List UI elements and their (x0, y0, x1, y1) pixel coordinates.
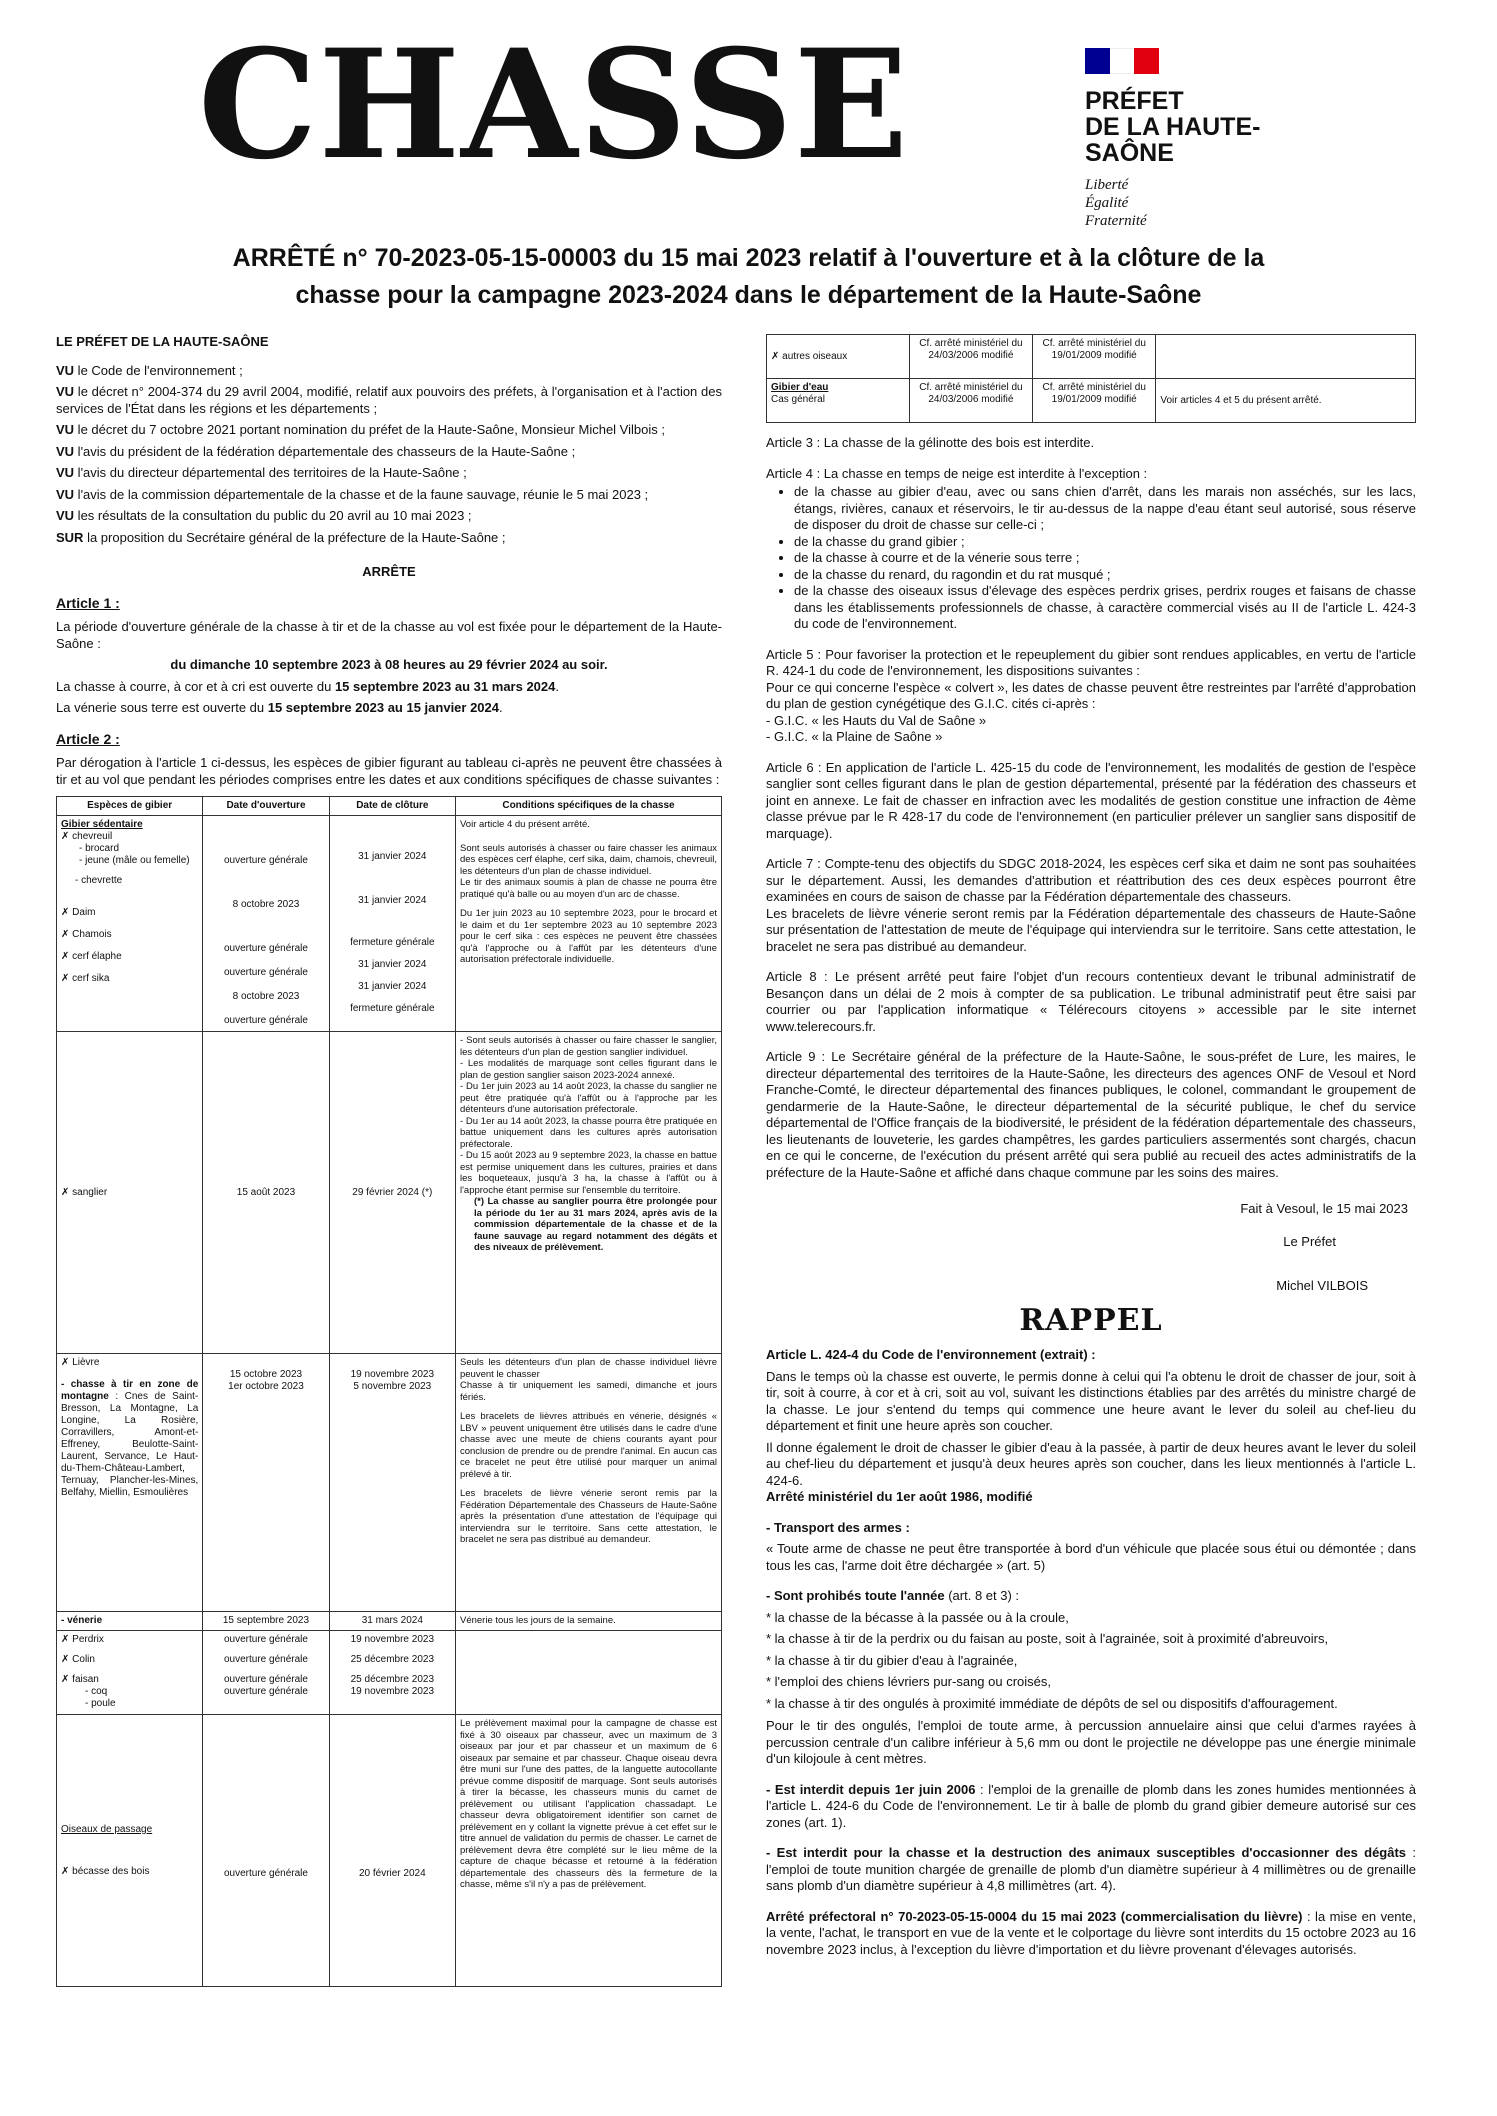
article-2-title: Article 2 : (56, 730, 120, 747)
signature-place-date: Fait à Vesoul, le 15 mai 2023 (1240, 1201, 1408, 1216)
species-cell: ✗ autres oiseaux (767, 335, 910, 379)
arrete-title: ARRÊTÉ n° 70-2023-05-15-00003 du 15 mai 2023 relatif à l'ouverture et à la clôture de la chasse pour la campagne 2023-2024 dans le département de la Haute-Saône (232, 244, 1265, 309)
open-date-cell: Cf. arrêté ministériel du 24/03/2006 modifié (909, 379, 1032, 423)
article-5: Article 5 : Pour favoriser la protection et le repeuplement du gibier sont rendues applicables, en vertu de l'article R. 424-1 du code de l'environnement, les dispositions suivantes : Pour ce qui concerne l'espèce « colvert », les dates de chasse peuvent être restreintes par l'arrêté d'approbation du plan de gestion cynégétique des G.I.C. cités ci-après : - G.I.C. « les Hauts du Val de Saône » - G.I.C. « la Plaine de Saône » (766, 646, 1416, 744)
article-9: Article 9 : Le Secrétaire général de la préfecture de la Haute-Saône, le sous-préfet de Lure, les maires, le directeur départemental des territoires de la Haute-Saône, les directeurs des agences ONF de Vesoul et Nord Franche-Comté, le directeur départemental des finances publiques, le colonel, commandant le groupement de gendarmerie de la Haute-Saône, le directeur départemental de la sécurité publique, le chef du service départemental de l'Office français de la biodiversité, le président de la fédération départementale des chasseurs, les lieutenants de louveterie, les gardes champêtres, les gardes particuliers assermentés sont chargés, chacun en ce qui le concerne, de l'exécution du présent arrêté qui sera publié au recueil des actes administratifs de la préfecture de la Haute-Saône et affiché dans chaque commune par les soins des maires. (766, 1049, 1416, 1180)
rappel-arrete-ministeriel: Arrêté ministériel du 1er août 1986, modifié (766, 1489, 1033, 1504)
article-1-title: Article 1 : (56, 594, 120, 611)
close-date-cell: 20 février 2024 (329, 1715, 455, 1987)
table-row (767, 335, 1416, 379)
conditions-cell: Voir articles 4 et 5 du présent arrêté. (1156, 379, 1416, 423)
table-row (57, 1032, 722, 1354)
rappel-text: Il donne également le droit de chasser le gibier d'eau à la passée, à partir de deux heures avant le lever du soleil au chef-lieu du département et jusqu'à deux heures après son coucher, dans les lieux mentionnés à l'article L. 424-6. (766, 1439, 1416, 1488)
close-date-cell: 29 février 2024 (*) (329, 1032, 455, 1354)
prefet-logo (1085, 48, 1285, 230)
list-item: * la chasse à tir du gibier d'eau à l'agrainée, (766, 1652, 1018, 1668)
table-row (767, 379, 1416, 423)
signature-role: Le Préfet (1283, 1233, 1336, 1249)
article-1-venerie: La vénerie sous terre est ouverte du 15 septembre 2023 au 15 janvier 2024. (56, 700, 503, 715)
visa: VU le décret du 7 octobre 2021 portant nomination du préfet de la Haute-Saône, Monsieur Michel Vilbois ; (56, 422, 665, 437)
left-column (56, 334, 722, 1987)
transport-title: - Transport des armes : (766, 1519, 910, 1535)
visa: VU l'avis du président de la fédération départementale des chasseurs de la Haute-Saône ; (56, 443, 576, 459)
table-row (57, 1631, 722, 1715)
list-item: * la chasse de la bécasse à la passée ou à la croule, (766, 1609, 1069, 1625)
prohibited-title: - Sont prohibés toute l'année (art. 8 et 3) : (766, 1588, 1020, 1603)
species-table (56, 796, 722, 1987)
republic-motto: Liberté Égalité Fraternité (1085, 177, 1147, 229)
conditions-cell: Voir article 4 du présent arrêté. Sont seuls autorisés à chasser ou faire chasser les animaux des espèces cerf élaphe, cerf sika, daim, chamois, chevreuil, les détenteurs d'un plan de chasse individuel. Le tir des animaux soumis à plan de chasse ne pourra être pratiqué qu'à balle ou au moyen d'un arc de chasse. Du 1er juin 2023 au 10 septembre 2023, pour le brocard et le daim et du 1er septembre 2023 au 10 septembre 2023 pour le cerf sika : ces espèces ne peuvent être chassées qu'à l'approche ou à l'affût par les détenteurs d'une autorisation préfectorale individuelle. (455, 816, 721, 1032)
table-row (57, 816, 722, 1032)
list-item: • de la chasse au gibier d'eau, avec ou sans chien d'arrêt, dans les marais non asséchés, sur les lacs, étangs, rivières, canaux et réservoirs, le tir au-dessus de la nappe d'eau étant seul autorisé, sous réserve de disposer du droit de chasse sur celle-ci ; (794, 484, 1416, 534)
visa: VU l'avis du directeur départemental des territoires de la Haute-Saône ; (56, 465, 467, 480)
prefet-heading: LE PRÉFET DE LA HAUTE-SAÔNE (56, 334, 269, 349)
signature-name: Michel VILBOIS (1276, 1278, 1368, 1293)
visa: VU le décret n° 2004-374 du 29 avril 2004, modifié, relatif aux pouvoirs des préfets, à l'organisation et à l'action des services de l'État dans les régions et les départements ; (56, 384, 722, 416)
visa: VU les résultats de la consultation du public du 20 avril au 10 mai 2023 ; (56, 508, 472, 523)
table-header-row (57, 797, 722, 816)
rappel-text: Dans le temps où la chasse est ouverte, le permis donne à celui qui l'a obtenu le droit de chasser de jour, soit à tir, soit à courre, à cor et à cri, soit au vol, suivant les distinctions établies par des arrêtés du ministre chargé de la chasse. Le jour s'entend du temps qui commence une heure avant le lever du soleil au chef-lieu du département et finit une heure après son coucher. (766, 1368, 1416, 1433)
article-8: Article 8 : Le présent arrêté peut faire l'objet d'un recours contentieux devant le tribunal administratif de Besançon dans un délai de 2 mois à compter de sa publication. Le tribunal administratif peut être saisi par courrier ou par l'application informatique « Télérecours citoyens » accessible par le site internet www.telerecours.fr. (766, 969, 1416, 1034)
column-header: Date de clôture (329, 797, 455, 816)
open-date-cell: 15 août 2023 (203, 1032, 329, 1354)
list-item: • de la chasse du grand gibier ; (794, 534, 1416, 551)
article-4-intro: Article 4 : La chasse en temps de neige est interdite à l'exception : (766, 465, 1148, 481)
rappel-article-title: Article L. 424-4 du Code de l'environnement (extrait) : (766, 1347, 1096, 1362)
open-date-cell: ouverture générale ouverture générale ouverture générale ouverture générale (203, 1631, 329, 1715)
page-title: CHASSE (198, 17, 910, 193)
article-4-list (766, 484, 1416, 633)
species-cell: - vénerie (57, 1612, 203, 1631)
prohibited-list (766, 1610, 1416, 1713)
close-date-cell: Cf. arrêté ministériel du 19/01/2009 modifié (1033, 335, 1156, 379)
list-item: • de la chasse des oiseaux issus d'élevage des espèces perdrix grises, perdrix rouges et faisans de chasse dans les établissements professionnels de chasse, à caractère commercial visés au II de l'article L. 424-3 du code de l'environnement. (794, 583, 1416, 633)
article-6: Article 6 : En application de l'article L. 425-15 du code de l'environnement, les modalités de gestion de l'espèce sanglier sont celles figurant dans le plan de gestion départemental, présenté par la fédération des chasseurs et joint en annexe. Le fait de chasser en infraction avec les modalités de gestion constitue une infraction de 4ème classe prévue par le R 428-17 du code de l'environnement (en particulier prélever un sanglier sans dispositif de marquage). (766, 759, 1416, 841)
close-date-cell: 19 novembre 2023 25 décembre 2023 25 décembre 2023 19 novembre 2023 (329, 1631, 455, 1715)
article-7: Article 7 : Compte-tenu des objectifs du SDGC 2018-2024, les espèces cerf sika et daim ne sont pas souhaitées sur le département. Aussi, les demandes d'attribution et réattribution des ces deux espèces pourront être examinées en cours de saison de chasse par la Fédération départementale des chasseurs. Les bracelets de lièvre vénerie seront remis par la Fédération départementale des chasseurs de Haute-Saône sur présentation de l'attestation de meute de l'équipage qui interviendra sur le territoire. Sans cette attestation, le bracelet ne sera pas distribué au demandeur. (766, 856, 1416, 954)
article-1-text: La période d'ouverture générale de la chasse à tir et de la chasse au vol est fixée pour le département de la Haute-Saône : (56, 619, 722, 651)
conditions-cell (455, 1631, 721, 1715)
conditions-cell: Vénerie tous les jours de la semaine. (455, 1612, 721, 1631)
list-item: • de la chasse à courre et de la vénerie sous terre ; (794, 550, 1416, 567)
prefet-name: PRÉFET DE LA HAUTE- SAÔNE (1085, 87, 1261, 167)
rappel-heading: RAPPEL (1019, 1302, 1163, 1338)
list-item: * la chasse à tir des ongulés à proximité immédiate de dépôts de sel ou dispositifs d'affouragement. (766, 1695, 1338, 1711)
species-table-continued (766, 334, 1416, 423)
marianne-flag-icon (1085, 48, 1159, 74)
species-cell: Gibier sédentaire ✗ chevreuil - brocard - jeune (mâle ou femelle) - chevrette ✗ Daim ✗ Chamois ✗ cerf élaphe ✗ cerf sika (57, 816, 203, 1032)
species-cell: Gibier d'eau Cas général (767, 379, 910, 423)
open-date-cell: ouverture générale 8 octobre 2023 ouverture générale ouverture générale 8 octobre 2023 ouverture générale (203, 816, 329, 1032)
article-1-courre: La chasse à courre, à cor et à cri est ouverte du 15 septembre 2023 au 31 mars 2024. (56, 678, 559, 694)
ongules-text: Pour le tir des ongulés, l'emploi de toute arme, à percussion annuelaire ainsi que celui d'armes rayées à percussion centrale d'un calibre inférieur à 5,6 mm ou dont le projectile ne développe pas une énergie minimale d'un kilojoule à cent mètres. (766, 1718, 1416, 1766)
plomb-text: - Est interdit depuis 1er juin 2006 : l'emploi de la grenaille de plomb dans les zones humides mentionnées à l'article L. 424-6 du Code de l'environnement. Le tir à balle de plomb du grand gibier demeure autorisé sur ces zones (art. 1). (766, 1781, 1416, 1830)
list-item: * la chasse à tir de la perdrix ou du faisan au poste, soit à l'agrainée, soit à proximité d'abreuvoirs, (766, 1631, 1329, 1646)
conditions-cell: Seuls les détenteurs d'un plan de chasse individuel lièvre peuvent le chasser Chasse à tir uniquement les samedi, dimanche et jours fériés. Les bracelets de lièvres attribués en vénerie, désignés « LBV » peuvent uniquement être utilisés dans le cadre d'une chasse avec une meute de chiens courants ayant pour conclusion de prendre ou de prendre l'animal. En aucun cas ce bracelet ne peut être utilisé pour marquer un animal prélevé à tir. Les bracelets de lièvre vénerie seront remis par la Fédération Départementale des Chasseurs de Haute-Saône après la présentation d'une attestation de l'équipage qui interviendra sur le territoire. Sans cette attestation, le bracelet ne sera pas distribué au demandeur. (455, 1354, 721, 1612)
article-2-text: Par dérogation à l'article 1 ci-dessus, les espèces de gibier figurant au tableau ci-après ne peuvent être chassées à tir et au vol que pendant les périodes comprises entre les dates et aux conditions spécifiques de chasse suivantes : (56, 755, 722, 787)
conditions-cell: - Sont seuls autorisés à chasser ou faire chasser le sanglier, les détenteurs d'un plan de gestion sanglier individuel. - Les modalités de marquage sont celles figurant dans le plan de gestion sanglier saison 2023-2024 annexé. - Du 1er juin 2023 au 14 août 2023, la chasse du sanglier ne peut être pratiquée qu'à l'affût ou à l'approche par les détenteurs d'une autorisation préfectorale. - Du 1er au 14 août 2023, la chasse pourra être pratiquée en battue uniquement dans les cultures après autorisation préfectorale. - Du 15 août 2023 au 9 septembre 2023, la chasse en battue est permise uniquement dans les cultures, prairies et dans les boqueteaux, jusqu'à 3 ha, la chasse à l'affût ou à l'approche étant permise sur l'ensemble du territoire. (*) La chasse au sanglier pourra être prolongée pour la période du 1er au 31 mars 2024, après avis de la commission départementale de la chasse et de la faune sauvage au regard notamment des dégâts et des niveaux de prélèvement. (455, 1032, 721, 1354)
visa: VU le Code de l'environnement ; (56, 362, 243, 378)
open-date-cell: Cf. arrêté ministériel du 24/03/2006 modifié (909, 335, 1032, 379)
article-1-dates: du dimanche 10 septembre 2023 à 08 heures au 29 février 2024 au soir. (170, 657, 608, 672)
table-row (57, 1612, 722, 1631)
close-date-cell: 31 mars 2024 (329, 1612, 455, 1631)
article-3: Article 3 : La chasse de la gélinotte des bois est interdite. (766, 435, 1095, 450)
close-date-cell: 31 janvier 2024 31 janvier 2024 fermeture générale 31 janvier 2024 31 janvier 2024 fermeture générale (329, 816, 455, 1032)
table-row (57, 1715, 722, 1987)
open-date-cell: 15 septembre 2023 (203, 1612, 329, 1631)
lievre-commercialisation-text: Arrêté préfectoral n° 70-2023-05-15-0004 du 15 mai 2023 (commercialisation du lièvre) : la mise en vente, la vente, l'achat, le transport en vue de la vente et le colportage du lièvre sont interdits du 15 octobre 2023 au 16 novembre 2023 inclus, à l'exception du lièvre d'importation et du lièvre provenant d'élevages autorisés. (766, 1908, 1416, 1957)
visa: VU l'avis de la commission départementale de la chasse et de la faune sauvage, réunie le 5 mai 2023 ; (56, 486, 649, 502)
visa: SUR la proposition du Secrétaire général de la préfecture de la Haute-Saône ; (56, 529, 506, 545)
column-header: Espèces de gibier (57, 797, 203, 816)
species-cell: ✗ Lièvre - chasse à tir en zone de montagne : Cnes de Saint-Bresson, La Montagne, La Longine, La Rosière, Corravillers, Amont-et-Effreney, Beulotte-Saint-Laurent, Servance, Le Haut-du-Them-Château-Lambert, Ternuay, Plancher-les-Mines, Belfahy, Miellin, Esmoulières (57, 1354, 203, 1612)
list-item: * l'emploi des chiens lévriers pur-sang ou croisés, (766, 1674, 1051, 1689)
right-column (766, 334, 1416, 1963)
destruction-text: - Est interdit pour la chasse et la destruction des animaux susceptibles d'occasionner des dégâts : l'emploi de toute munition chargée de grenaille de plomb d'un diamètre supérieur à 4 millimètres ou de grenaille sans plomb d'un diamètre supérieur à 4,8 millimètres (art. 4). (766, 1845, 1416, 1893)
close-date-cell: Cf. arrêté ministériel du 19/01/2009 modifié (1033, 379, 1156, 423)
species-cell: ✗ Perdrix ✗ Colin ✗ faisan - coq - poule (57, 1631, 203, 1715)
open-date-cell: 15 octobre 2023 1er octobre 2023 (203, 1354, 329, 1612)
column-header: Conditions spécifiques de la chasse (455, 797, 721, 816)
table-row (57, 1354, 722, 1612)
open-date-cell: ouverture générale (203, 1715, 329, 1987)
visas (56, 363, 722, 547)
transport-text: « Toute arme de chasse ne peut être transportée à bord d'un véhicule que placée sous étui ou démontée ; dans tous les cas, l'arme doit être déchargée » (art. 5) (766, 1541, 1416, 1573)
species-cell: Oiseaux de passage ✗ bécasse des bois (57, 1715, 203, 1987)
conditions-cell: Le prélèvement maximal pour la campagne de chasse est fixé à 30 oiseaux par chasseur, avec un maximum de 3 oiseaux par jour et par chasseur et un maximum de 6 oiseaux par semaine et par chasseur. Chaque oiseau devra être muni sur l'une des pattes, de la languette autocollante prévue comme dispositif de marquage. Sont seuls autorisés à tirer la bécasse, les chasseurs munis du carnet de prélèvement ou utilisant l'application chassadapt. Le chasseur devra obligatoirement identifier son carnet de prélèvement en y collant la vignette prévue à cet effet sur le titre annuel de validation du permis de chasser. Le carnet de prélèvement devra être complété sur le lieu même de la capture de chaque bécasse et retourné à la fédération départementale des chasseurs dès la fermeture de la chasse, même s'il n'y a pas de prélèvement. (455, 1715, 721, 1987)
list-item: • de la chasse du renard, du ragondin et du rat musqué ; (794, 567, 1416, 584)
arrete-heading: ARRÊTE (362, 564, 416, 579)
conditions-cell (1156, 335, 1416, 379)
column-header: Date d'ouverture (203, 797, 329, 816)
species-cell: ✗ sanglier (57, 1032, 203, 1354)
close-date-cell: 19 novembre 2023 5 novembre 2023 (329, 1354, 455, 1612)
